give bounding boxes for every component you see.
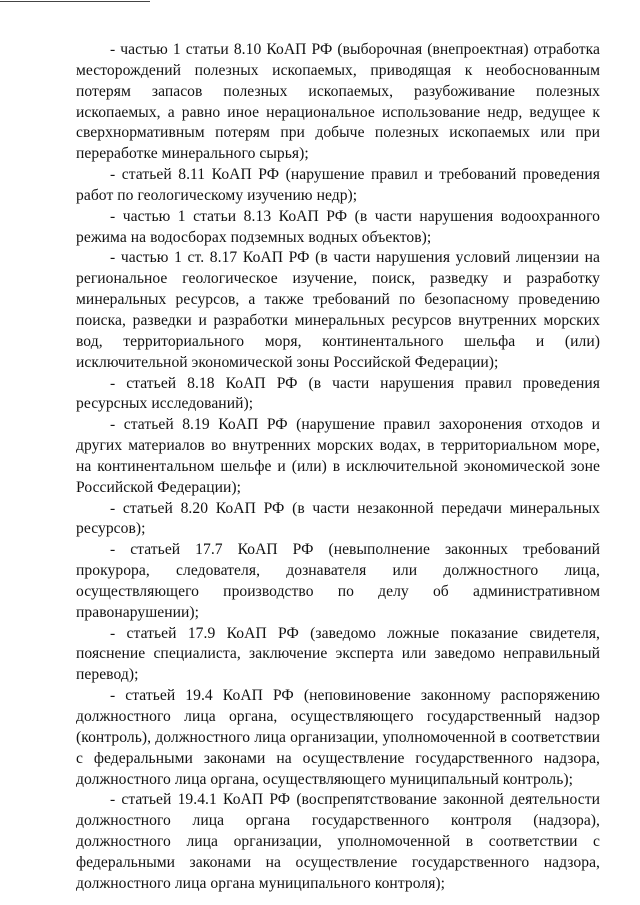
list-item-article-19-4-1: - статьей 19.4.1 КоАП РФ (воспрепятствование законной деятельности должностного лица органа государственного контроля (надзора), должностного лица организации, уполномоченной в соответствии с федеральными законами на осуществление государственного надзора, должностного лица органа муниципального контроля); (76, 791, 600, 892)
document-page (76, 40, 600, 895)
list-item-article-8-17: - частью 1 ст. 8.17 КоАП РФ (в части нарушения условий лицензии на региональное геологическое изучение, поиск, разведку и разработку минеральных ресурсов, а также требований по безопасному проведению поиска, разведки и разработки минеральных ресурсов внутренних морских вод, территориального моря, континентального шельфа и (или) исключительной экономической зоны Российской Федерации); (76, 249, 600, 371)
list-item-article-19-4: - статьей 19.4 КоАП РФ (неповиновение законному распоряжению должностного лица органа, осуществляющего государственный надзор (контроль), должностного лица организации, уполномоченной в соответствии с федеральными законами на осуществление государственного надзора, должностного лица органа, осуществляющего муниципальный контроль); (76, 687, 600, 788)
list-item-article-8-10: - частью 1 статьи 8.10 КоАП РФ (выборочная (внепроектная) отработка месторождений полезных ископаемых, приводящая к необоснованным потерям запасов полезных ископаемых, разубоживание полезных ископаемых, а равно иное нерациональное использование недр, ведущее к сверхнормативным потерям при добыче полезных ископаемых или при переработке минерального сырья); (76, 41, 600, 163)
list-item-article-8-20: - статьей 8.20 КоАП РФ (в части незаконной передачи минеральных ресурсов); (76, 499, 600, 538)
list-item-article-8-19: - статьей 8.19 КоАП РФ (нарушение правил захоронения отходов и других материалов во внутренних морских водах, в территориальном море, на континентальном шельфе и (или) в исключительной экономической зоне Российской Федерации); (76, 416, 600, 496)
list-item-article-8-11: - статьей 8.11 КоАП РФ (нарушение правил и требований проведения работ по геологическому изучению недр); (76, 166, 600, 204)
list-item-article-17-7: - статьей 17.7 КоАП РФ (невыполнение законных требований прокурора, следователя, дознавателя или должностного лица, осуществляющего производство по делу об административном правонарушении); (76, 541, 600, 621)
list-item-article-8-13: - частью 1 статьи 8.13 КоАП РФ (в части нарушения водоохранного режима на водосборах подземных водных объектов); (76, 207, 600, 246)
list-item-article-17-9: - статьей 17.9 КоАП РФ (заведомо ложные показание свидетеля, пояснение специалиста, заключение эксперта или заведомо неправильный перевод); (76, 624, 600, 684)
list-item-article-8-18: - статьей 8.18 КоАП РФ (в части нарушения правил проведения ресурсных исследований); (76, 374, 600, 413)
header-rule (0, 1, 150, 2)
